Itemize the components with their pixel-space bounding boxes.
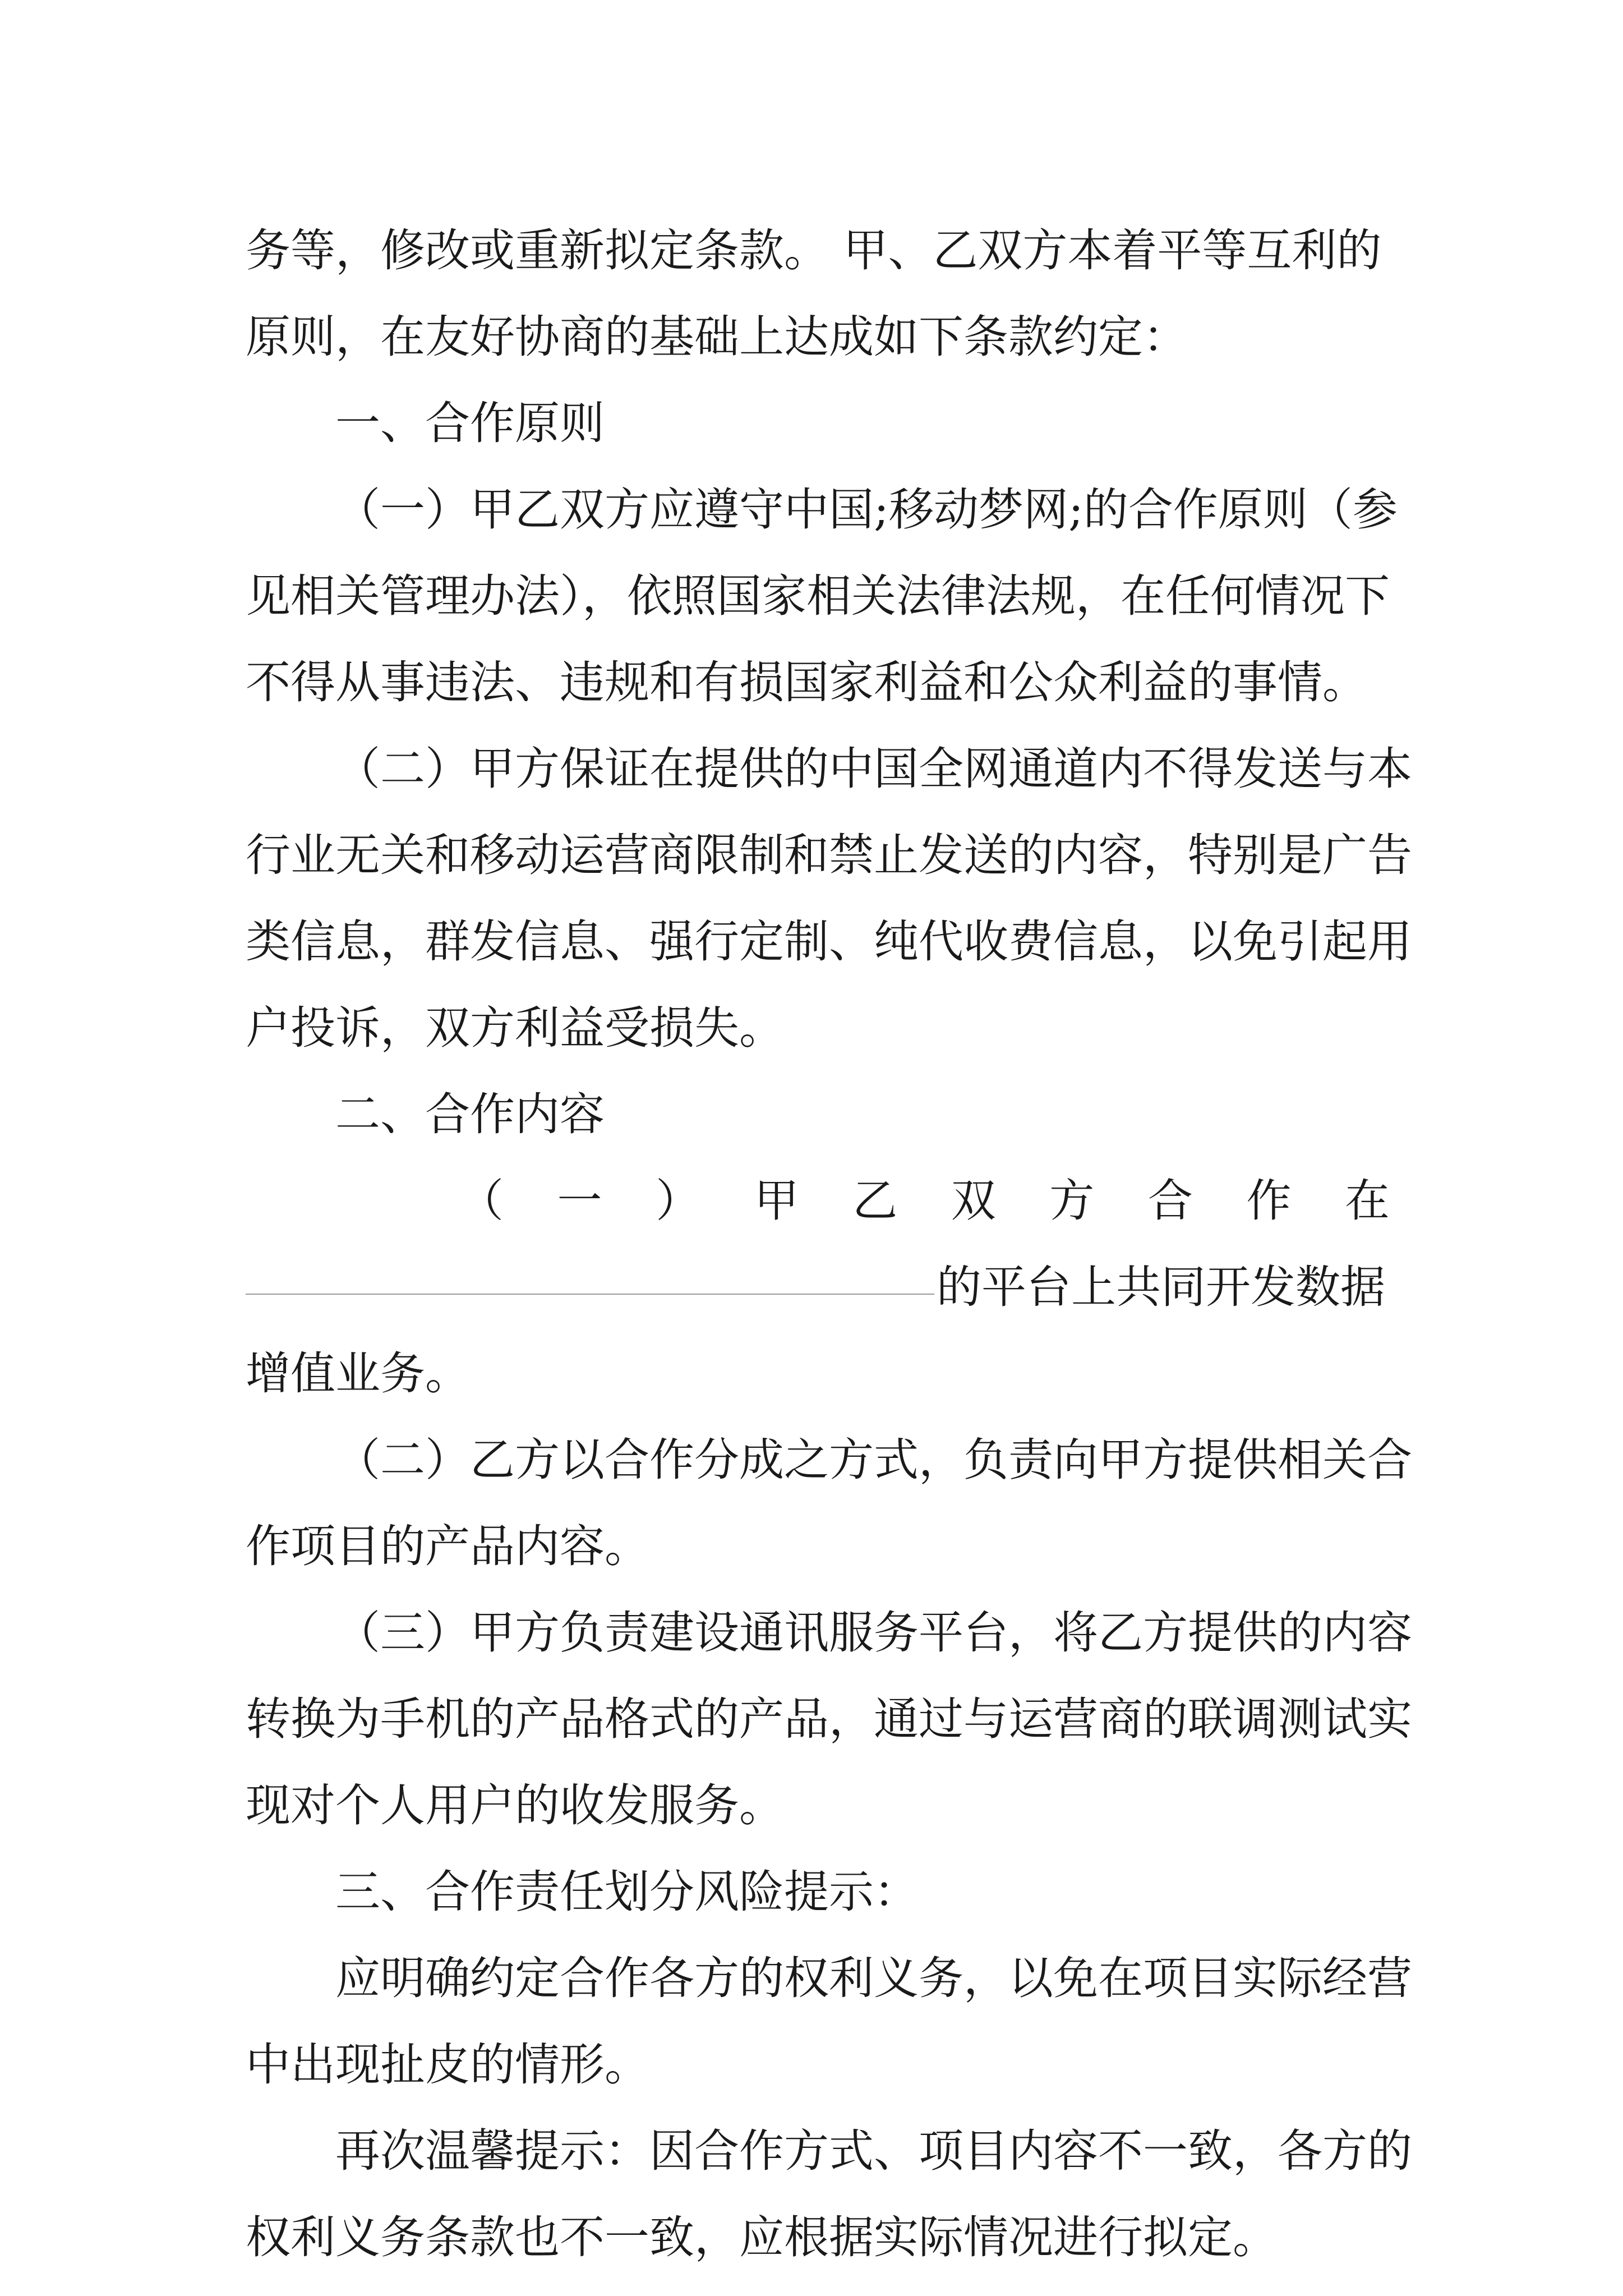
spaced-char: 方	[1049, 1175, 1095, 1227]
spaced-char: 甲	[754, 1175, 799, 1227]
paragraph-line: 转换为手机的产品格式的产品，通过与运营商的联调测试实	[246, 1693, 1412, 1745]
paragraph-line: 见相关管理办法），依照国家相关法律法规，在任何情况下	[246, 570, 1390, 622]
spaced-char: 合	[1147, 1175, 1193, 1227]
spaced-char: ）	[656, 1175, 701, 1227]
spaced-paragraph-line	[246, 1158, 1390, 1244]
paragraph-line: 类信息，群发信息、强行定制、纯代收费信息，以免引起用	[246, 915, 1412, 968]
paragraph-line: 行业无关和移动运营商限制和禁止发送的内容，特别是广告	[246, 829, 1412, 881]
paragraph-line: 不得从事违法、违规和有损国家利益和公众利益的事情。	[246, 656, 1367, 708]
paragraph-line: （二）甲方保证在提供的中国全网通道内不得发送与本	[335, 743, 1412, 795]
paragraph-line: 增值业务。	[246, 1347, 470, 1400]
spaced-char: 一	[557, 1175, 602, 1227]
document-body	[246, 208, 1412, 2281]
fill-in-blank[interactable]	[246, 1249, 934, 1295]
spaced-char: 双	[951, 1175, 996, 1227]
paragraph-line: 现对个人用户的收发服务。	[246, 1779, 784, 1832]
section-heading: 一、合作原则	[335, 397, 605, 449]
paragraph-line: （三）甲方负责建设通讯服务平台，将乙方提供的内容	[335, 1607, 1412, 1659]
section-heading: 三、合作责任划分风险提示：	[335, 1866, 919, 1918]
paragraph-line: 户投诉，双方利益受损失。	[246, 1002, 784, 1054]
paragraph-line: 再次温馨提示：因合作方式、项目内容不一致，各方的	[335, 2125, 1412, 2177]
paragraph-line: 务等，修改或重新拟定条款。 甲、乙双方本着平等互利的	[246, 224, 1382, 277]
paragraph-line: （二）乙方以合作分成之方式，负责向甲方提供相关合	[335, 1434, 1412, 1486]
spaced-char: 在	[1344, 1175, 1390, 1227]
paragraph-line: 原则，在友好协商的基础上达成如下条款约定：	[246, 311, 1188, 363]
paragraph-line: 中出现扯皮的情形。	[246, 2039, 649, 2091]
paragraph-line-with-blank	[246, 1244, 1390, 1331]
paragraph-line: 应明确约定合作各方的权利义务，以免在项目实际经营	[335, 1952, 1412, 2004]
spaced-char: 作	[1246, 1175, 1292, 1227]
paragraph-line: 作项目的产品内容。	[246, 1520, 649, 1572]
paragraph-line: （一）甲乙双方应遵守中国;移动梦网;的合作原则（参	[335, 484, 1398, 536]
spaced-char: （	[459, 1175, 504, 1227]
section-heading: 二、合作内容	[335, 1088, 605, 1140]
paragraph-line: 权利义务条款也不一致，应根据实际情况进行拟定。	[246, 2211, 1278, 2263]
paragraph-text: 的平台上共同开发数据	[937, 1261, 1385, 1313]
spaced-char: 乙	[852, 1175, 898, 1227]
